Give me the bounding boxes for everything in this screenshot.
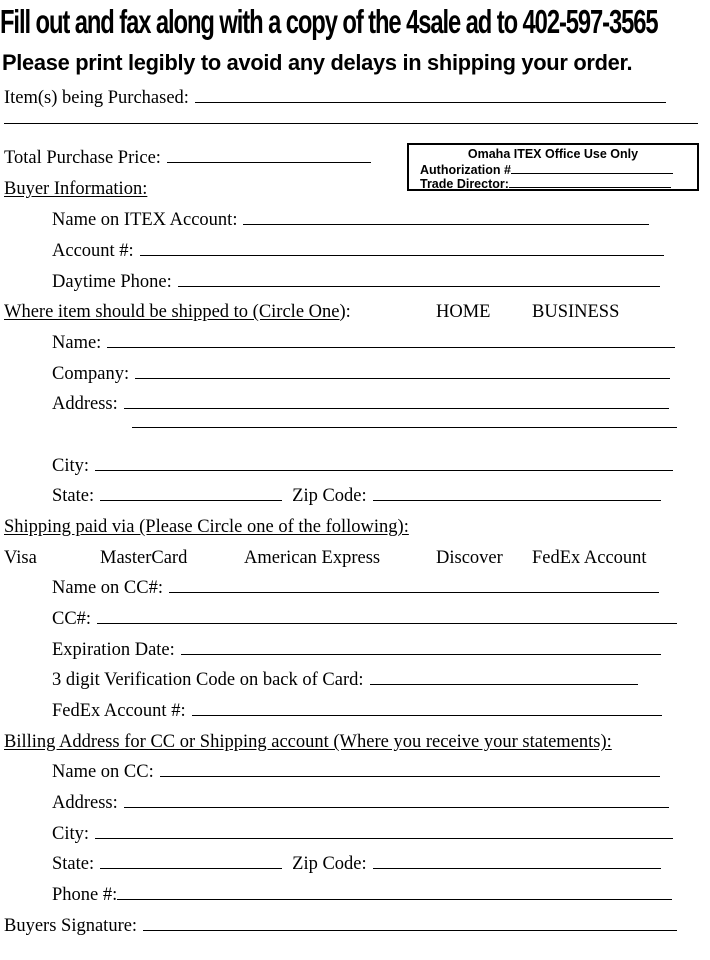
cc-name-row <box>52 576 659 600</box>
items-purchased-row <box>4 86 666 110</box>
ship-to-heading <box>4 300 351 324</box>
billing-address-row <box>52 791 669 815</box>
billing-address-field[interactable] <box>124 791 669 808</box>
billing-city-field[interactable] <box>95 822 673 839</box>
account-number-row <box>52 239 664 263</box>
pay-option-visa[interactable]: Visa <box>4 548 37 568</box>
trade-director-field[interactable] <box>509 176 671 188</box>
ship-to-heading-text: Where item should be shipped to (Circle One <box>4 302 340 322</box>
daytime-phone-label: Daytime Phone: <box>52 272 172 292</box>
print-legibly-subheading: Please print legibly to avoid any delays in shipping your order. <box>2 50 633 75</box>
daytime-phone-field[interactable] <box>178 270 660 287</box>
billing-zip-label: Zip Code: <box>292 854 367 874</box>
shipping-paid-heading: Shipping paid via (Please Circle one of the following): <box>4 517 409 537</box>
ship-address-field-line2[interactable] <box>132 427 677 428</box>
ship-address-label: Address: <box>52 394 118 414</box>
billing-name-label: Name on CC: <box>52 762 154 782</box>
pay-option-discover[interactable]: Discover <box>436 548 503 568</box>
ship-company-label: Company: <box>52 364 130 384</box>
billing-state-field[interactable] <box>100 852 282 869</box>
account-number-label: Account #: <box>52 241 134 261</box>
ship-address-row <box>52 392 669 416</box>
ship-to-heading-tail: ): <box>339 302 351 322</box>
office-use-title: Omaha ITEX Office Use Only <box>467 147 639 161</box>
billing-address-label: Address: <box>52 793 118 813</box>
billing-heading: Billing Address for CC or Shipping account (Where you receive your statements): <box>4 732 612 752</box>
ship-option-home[interactable]: HOME <box>436 302 491 322</box>
total-price-field[interactable] <box>167 146 371 163</box>
cc-name-field[interactable] <box>169 576 659 593</box>
authorization-row <box>420 162 673 177</box>
ship-city-field[interactable] <box>95 454 673 471</box>
billing-zip-field[interactable] <box>373 852 661 869</box>
cc-number-label: CC#: <box>52 609 92 629</box>
expiration-field[interactable] <box>181 638 661 655</box>
pay-option-fedex-account[interactable]: FedEx Account <box>532 548 647 568</box>
billing-name-row <box>52 760 660 784</box>
authorization-label: Authorization # <box>420 163 511 177</box>
ship-city-label: City: <box>52 456 90 476</box>
expiration-label: Expiration Date: <box>52 640 175 660</box>
ship-name-row <box>52 331 675 355</box>
office-use-box <box>407 143 699 191</box>
billing-phone-label: Phone #: <box>52 885 118 905</box>
itex-name-label: Name on ITEX Account: <box>52 210 238 230</box>
ship-state-zip-row <box>52 484 661 508</box>
ship-zip-field[interactable] <box>373 484 661 501</box>
ship-name-label: Name: <box>52 333 102 353</box>
billing-state-zip-row <box>52 852 661 876</box>
items-purchased-label: Item(s) being Purchased: <box>4 88 189 108</box>
billing-phone-row <box>52 883 672 907</box>
ship-state-field[interactable] <box>100 484 282 501</box>
billing-city-row <box>52 822 673 846</box>
itex-name-row <box>52 208 649 232</box>
trade-director-label: Trade Director: <box>420 177 509 191</box>
signature-label: Buyers Signature: <box>4 916 138 936</box>
ship-company-field[interactable] <box>135 362 670 379</box>
cc-name-label: Name on CC#: <box>52 578 163 598</box>
pay-option-american-express[interactable]: American Express <box>244 548 381 568</box>
fedex-account-field[interactable] <box>192 699 662 716</box>
expiration-row <box>52 638 661 662</box>
fedex-account-label: FedEx Account #: <box>52 701 186 721</box>
ship-city-row <box>52 454 673 478</box>
billing-city-label: City: <box>52 824 90 844</box>
ship-name-field[interactable] <box>107 331 675 348</box>
verification-field[interactable] <box>370 668 638 685</box>
verification-label: 3 digit Verification Code on back of Card: <box>52 670 364 690</box>
itex-name-field[interactable] <box>243 208 649 225</box>
daytime-phone-row <box>52 270 660 294</box>
pay-option-mastercard[interactable]: MasterCard <box>100 548 188 568</box>
ship-zip-label: Zip Code: <box>292 486 367 506</box>
account-number-field[interactable] <box>140 239 664 256</box>
items-purchased-field[interactable] <box>195 86 666 103</box>
total-price-row <box>4 146 371 170</box>
cc-number-row <box>52 607 677 631</box>
signature-field[interactable] <box>143 914 677 931</box>
fax-instruction-heading: Fill out and fax along with a copy of the 4sale ad to 402-597-3565 <box>0 3 658 40</box>
signature-row <box>4 914 677 938</box>
authorization-field[interactable] <box>511 162 673 174</box>
buyer-info-heading: Buyer Information: <box>4 179 148 199</box>
ship-option-business[interactable]: BUSINESS <box>532 302 620 322</box>
billing-name-field[interactable] <box>160 760 660 777</box>
billing-state-label: State: <box>52 854 95 874</box>
verification-row <box>52 668 638 692</box>
ship-address-field[interactable] <box>124 392 669 409</box>
total-price-label: Total Purchase Price: <box>4 148 161 168</box>
ship-company-row <box>52 362 670 386</box>
cc-number-field[interactable] <box>97 607 677 624</box>
fedex-account-row <box>52 699 662 723</box>
items-purchased-field-line2[interactable] <box>4 123 698 124</box>
ship-state-label: State: <box>52 486 95 506</box>
billing-phone-field[interactable] <box>117 883 672 900</box>
trade-director-row <box>420 176 671 191</box>
